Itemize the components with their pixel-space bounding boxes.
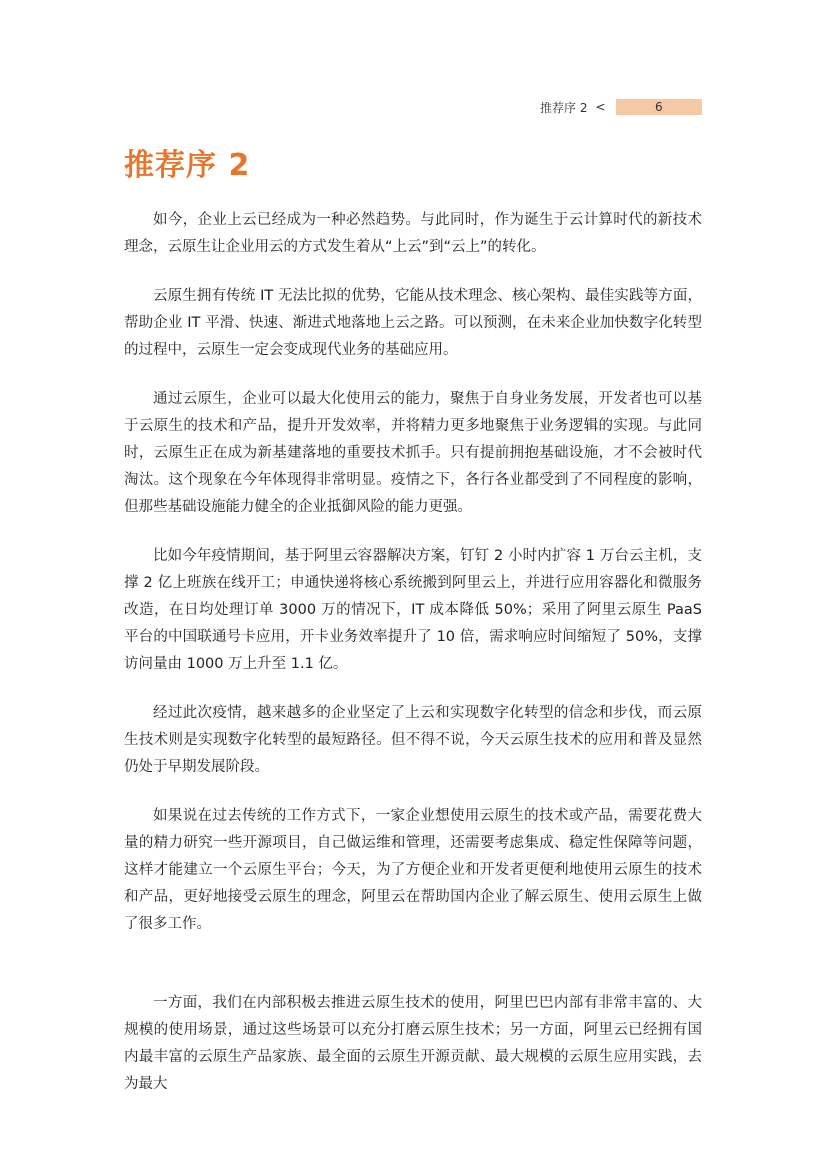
- body-text: [124, 207, 702, 1098]
- page-title: 推荐序 2: [124, 148, 251, 183]
- paragraph-2: 云原生拥有传统 IT 无法比拟的优势，它能从技术理念、核心架构、最佳实践等方面，帮助企业 IT 平滑、快速、渐进式地落地上云之路。可以预测，在未来企业加快数字化转型的过程中，云原生一定会变成现代业务的基础应用。: [124, 288, 702, 358]
- paragraph-4: 比如今年疫情期间，基于阿里云容器解决方案，钉钉 2 小时内扩容 1 万台云主机，支撑 2 亿上班族在线开工；申通快递将核心系统搬到阿里云上，并进行应用容器化和微服务改造，在日均处理订单 3000 万的情况下，IT 成本降低 50%；采用了阿里云原生 PaaS 平台的中国联通号卡应用，开卡业务效率提升了 10 倍，需求响应时间缩短了 50%，支撑访问量由 1000 万上升至 1.1 亿。: [124, 548, 702, 672]
- paragraph-7: 一方面，我们在内部积极去推进云原生技术的使用，阿里巴巴内部有非常丰富的、大规模的使用场景，通过这些场景可以充分打磨云原生技术；另一方面，阿里云已经拥有国内最丰富的云原生产品家族、最全面的云原生开源贡献、最大规模的云原生应用实践，去为最大: [124, 995, 702, 1092]
- paragraph-1: 如今，企业上云已经成为一种必然趋势。与此同时，作为诞生于云计算时代的新技术理念，云原生让企业用云的方式发生着从“上云”到“云上”的转化。: [124, 212, 702, 255]
- page-number: 6: [654, 100, 663, 114]
- running-header: [540, 98, 702, 116]
- header-section-label: 推荐序 2: [540, 100, 588, 115]
- chevron-left-icon: <: [595, 100, 606, 114]
- page-number-badge: [616, 99, 702, 115]
- paragraph-3: 通过云原生，企业可以最大化使用云的能力，聚焦于自身业务发展，开发者也可以基于云原生的技术和产品，提升开发效率，并将精力更多地聚焦于业务逻辑的实现。与此同时，云原生正在成为新基建落地的重要技术抓手。只有提前拥抱基础设施，才不会被时代淘汰。这个现象在今年体现得非常明显。疫情之下，各行各业都受到了不同程度的影响，但那些基础设施能力健全的企业抵御风险的能力更强。: [124, 391, 702, 515]
- paragraph-5: 经过此次疫情，越来越多的企业坚定了上云和实现数字化转型的信念和步伐，而云原生技术则是实现数字化转型的最短路径。但不得不说，今天云原生技术的应用和普及显然仍处于早期发展阶段。: [124, 705, 702, 775]
- paragraph-6: 如果说在过去传统的工作方式下，一家企业想使用云原生的技术或产品，需要花费大量的精力研究一些开源项目，自己做运维和管理，还需要考虑集成、稳定性保障等问题，这样才能建立一个云原生平台；今天，为了方便企业和开发者更便利地使用云原生的技术和产品，更好地接受云原生的理念，阿里云在帮助国内企业了解云原生、使用云原生上做了很多工作。: [124, 808, 702, 932]
